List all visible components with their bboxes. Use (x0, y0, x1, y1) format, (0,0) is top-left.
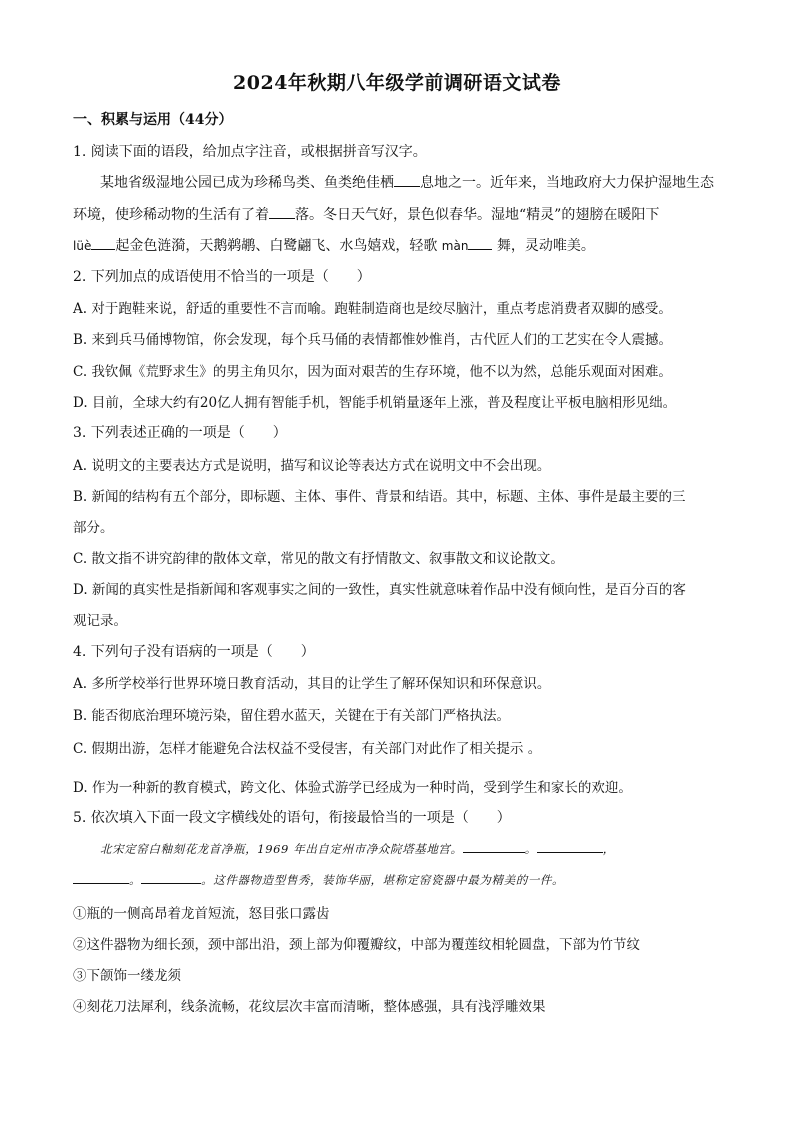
exam-title: 2024年秋期八年级学前调研语文试卷 (233, 72, 561, 94)
pinyin-hint: màn (441, 239, 469, 253)
question-1-passage-line-1 (100, 172, 714, 192)
question-3-option-b-line-2: 部分。 (73, 520, 114, 536)
question-5-passage-line-1: 北宋定窑白釉刻花龙首净瓶，1969 年出自定州市净众院塔基地宫。 。 ， (100, 842, 615, 856)
question-2-option-c: C. 我钦佩《荒野求生》的男主角贝尔，因为面对艰苦的生存环境，他不以为然，总能乐观面对困难。 (73, 364, 672, 380)
answer-blank[interactable] (468, 237, 492, 250)
answer-blank[interactable] (537, 840, 603, 853)
question-2-option-d: D. 目前，全球大约有20亿人拥有智能手机，智能手机销量逐年上涨，普及程度让平板电脑相形见绌。 (73, 395, 677, 411)
answer-blank[interactable] (394, 174, 420, 187)
passage-text: 起金色涟漪，天鹅鹈鹕、白鹭翩飞、水鸟嬉戏，轻歌 (115, 238, 438, 254)
question-1-stem: 1. 阅读下面的语段，给加点字注音，或根据拼音写汉字。 (73, 144, 427, 160)
question-3-option-a: A. 说明文的主要表达方式是说明，描写和议论等表达方式在说明文中不会出现。 (73, 458, 551, 474)
pinyin-hint: lüè (73, 239, 92, 253)
question-1-passage-line-3 (73, 235, 595, 255)
answer-blank[interactable] (269, 206, 295, 219)
answer-blank[interactable] (141, 871, 201, 884)
question-5-sentence-1: ①瓶的一侧高昂着龙首短流，怒目张口露齿 (73, 906, 330, 922)
question-5-passage-line-2: 。 。这件器物造型售秀，装饰华丽，堪称定窑瓷器中最为精美的一件。 (73, 871, 564, 888)
question-1-passage-line-2 (73, 204, 659, 224)
question-3-stem: 3. 下列表述正确的一项是（ ） (73, 425, 287, 441)
passage-text: 某地省级湿地公园已成为珍稀鸟类、鱼类绝佳栖 (100, 175, 394, 191)
question-4-option-d: D. 作为一种新的教育模式，跨文化、体验式游学已经成为一种时尚，受到学生和家长的欢迎。 (73, 780, 632, 796)
question-5-stem: 5. 依次填入下面一段文字横线处的语句，衔接最恰当的一项是（ ） (73, 810, 511, 826)
section-heading: 一、积累与运用（44分） (73, 112, 233, 128)
question-5-sentence-3: ③下颌饰一缕龙须 (73, 968, 181, 984)
question-4-option-c: C. 假期出游，怎样才能避免合法权益不受侵害，有关部门对此作了相关提示 。 (73, 741, 542, 757)
passage-text: 北宋定窑白釉刻花龙首净瓶，1969 年出自定州市净众院塔基地宫。 (100, 842, 463, 856)
answer-blank[interactable] (73, 871, 129, 884)
question-4-option-a: A. 多所学校举行世界环境日教育活动，其目的让学生了解环保知识和环保意识。 (73, 676, 551, 692)
passage-text: 这件器物造型售秀，装饰华丽，堪称定窑瓷器中最为精美的一件。 (213, 873, 565, 887)
passage-text: 息地之一。近年来，当地政府大力保护湿地生态 (420, 175, 714, 191)
passage-text: 落。冬日天气好，景色似春华。湿地“精灵”的翅膀在暖阳下 (295, 207, 660, 223)
question-4-stem: 4. 下列句子没有语病的一项是（ ） (73, 644, 315, 660)
question-3-option-d-line-1: D. 新闻的真实性是指新闻和客观事实之间的一致性，真实性就意味着作品中没有倾向性，是百分百的客 (73, 582, 686, 598)
question-2-option-b: B. 来到兵马俑博物馆，你会发现，每个兵马俑的表情都惟妙惟肖，古代匠人们的工艺实在令人震撼。 (73, 332, 673, 348)
answer-blank[interactable] (463, 840, 525, 853)
question-4-option-b: B. 能否彻底治理环境污染，留住碧水蓝天，关键在于有关部门严格执法。 (73, 708, 511, 724)
question-5-sentence-2: ②这件器物为细长颈，颈中部出沿，颈上部为仰覆瓣纹，中部为覆莲纹相轮圆盘，下部为竹节纹 (73, 937, 640, 953)
question-3-option-d-line-2: 观记录。 (73, 613, 127, 629)
passage-text: 环境，使珍稀动物的生活有了着 (73, 207, 269, 223)
passage-text: 舞，灵动唯美。 (496, 238, 595, 254)
question-2-stem: 2. 下列加点的成语使用不恰当的一项是（ ） (73, 269, 371, 285)
question-2-option-a: A. 对于跑鞋来说，舒适的重要性不言而喻。跑鞋制造商也是绞尽脑汁，重点考虑消费者双脚的感受。 (73, 301, 672, 317)
question-3-option-c: C. 散文指不讲究韵律的散体文章，常见的散文有抒情散文、叙事散文和议论散文。 (73, 551, 564, 567)
question-5-sentence-4: ④刻花刀法犀利，线条流畅，花纹层次丰富而清晰，整体感强，具有浅浮雕效果 (73, 999, 546, 1015)
answer-blank[interactable] (91, 237, 115, 250)
question-3-option-b-line-1: B. 新闻的结构有五个部分，即标题、主体、事件、背景和结语。其中，标题、主体、事件是最主要的三 (73, 489, 686, 505)
